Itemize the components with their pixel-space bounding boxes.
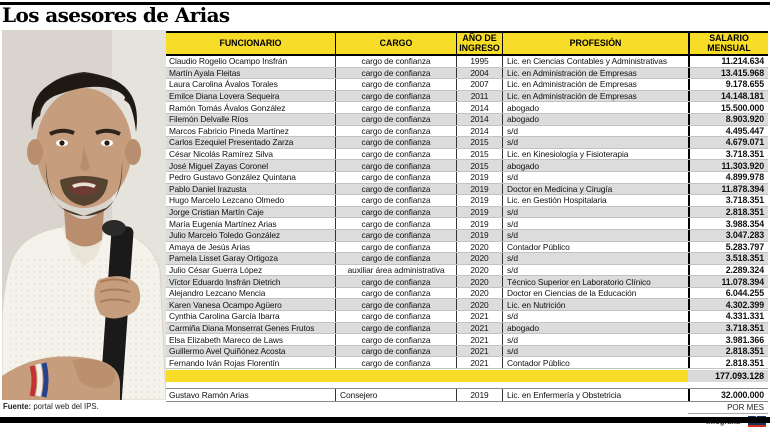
cell-cargo: cargo de confianza [335,242,456,253]
source-label: Fuente: [3,402,32,411]
salary-table [166,31,768,427]
cell-cargo: Consejero [335,389,456,401]
cell-funcionario: Carlos Ezequiel Presentado Zarza [169,137,294,148]
cell-salario: 2.818.351 [688,207,768,218]
table-row [166,218,768,230]
header-ano-de-ingreso: AÑO DE INGRESO [456,33,502,54]
cell-profesion: Lic. en Enfermería y Obstetricia [502,389,688,401]
table-row [166,357,768,369]
cell-funcionario: Julio Marcelo Toledo González [169,230,280,241]
table-row [166,114,768,126]
cell-ano: 2020 [456,288,502,299]
cell-profesion: abogado [502,323,688,334]
page-title: Los asesores de Arias [2,3,230,27]
header-profesion: PROFESIÓN [502,33,688,54]
cell-profesion: abogado [502,102,688,113]
cell-ano: 2020 [456,242,502,253]
cell-funcionario: Pedro Gustavo González Quintana [169,172,296,183]
table-row [166,126,768,138]
table-row [166,346,768,358]
table-row [166,323,768,335]
cell-salario: 4.899.978 [688,172,768,183]
header-salario-mensual: SALARIO MENSUAL [688,33,768,54]
cell-cargo: cargo de confianza [335,346,456,357]
table-row [166,242,768,254]
table-row [166,68,768,80]
cell-salario: 4.331.331 [688,311,768,322]
cell-profesion: Lic. en Administración de Empresas [502,68,688,79]
cell-salario: 6.044.255 [688,288,768,299]
cell-ano: 2015 [456,160,502,171]
cell-ano: 2019 [456,389,502,401]
cell-ano: 2019 [456,172,502,183]
cell-salario: 2.818.351 [688,357,768,368]
table-row [166,253,768,265]
table-row [166,172,768,184]
eye [59,140,64,145]
cell-profesion: Lic. en Administración de Empresas [502,79,688,90]
cell-ano: 2021 [456,311,502,322]
table-row [166,137,768,149]
cell-profesion: Técnico Superior en Laboratorio Clínico [502,276,688,287]
cell-ano: 2019 [456,195,502,206]
cell-profesion: Lic. en Nutrición [502,299,688,310]
cell-funcionario: Julio César Guerra López [169,264,263,275]
cell-ano: 2011 [456,91,502,102]
cell-funcionario: Emilce Diana Lovera Sequeira [169,91,280,102]
cell-cargo: cargo de confianza [335,299,456,310]
cell-salario: 11.878.394 [688,184,768,195]
cell-funcionario: Fernando Iván Rojas Florentín [169,357,280,368]
cell-funcionario: Hugo Marcelo Lezcano Olmedo [169,195,285,206]
cell-cargo: cargo de confianza [335,323,456,334]
cell-ano: 2020 [456,253,502,264]
cell-cargo: auxiliar área administrativa [335,265,456,276]
cell-ano: 2015 [456,149,502,160]
eye [104,140,109,145]
cell-salario: 3.718.351 [688,323,768,334]
cell-funcionario: Ramón Tomás Ávalos González [169,102,286,113]
table-row [166,56,768,68]
cell-salario: 2.289.324 [688,265,768,276]
table-row [166,334,768,346]
cell-profesion: s/d [502,172,688,183]
cell-salario: 3.718.351 [688,149,768,160]
cell-cargo: cargo de confianza [335,126,456,137]
cell-profesion: s/d [502,253,688,264]
cell-cargo: cargo de confianza [335,311,456,322]
cell-cargo: cargo de confianza [335,230,456,241]
cell-salario: 11.214.634 [688,56,768,67]
cell-salario: 13.415.968 [688,68,768,79]
table-row [166,149,768,161]
bottom-rule [0,417,770,423]
cell-funcionario: Alejandro Lezcano Mencia [169,288,266,299]
cell-ano: 2015 [456,137,502,148]
cell-cargo: cargo de confianza [335,68,456,79]
cell-ano: 2020 [456,265,502,276]
cell-cargo: cargo de confianza [335,91,456,102]
table-row [166,184,768,196]
cell-salario: 11.303.920 [688,160,768,171]
cell-funcionario: Karen Vanesa Ocampo Agüero [169,299,282,310]
cell-funcionario: María Eugenia Martínez Arias [169,218,277,229]
paraguay-wristband [32,363,46,397]
cell-profesion: s/d [502,137,688,148]
cell-ano: 2020 [456,276,502,287]
table-row [166,91,768,103]
cell-salario: 4.679.071 [688,137,768,148]
header-funcionario: FUNCIONARIO [219,37,282,48]
table-row [166,311,768,323]
cell-ano: 2014 [456,102,502,113]
cell-cargo: cargo de confianza [335,207,456,218]
cell-funcionario: Filemón Delvalle Ríos [169,114,249,125]
cell-salario: 14.148.181 [688,91,768,102]
cell-profesion: Contador Público [502,357,688,368]
cell-cargo: cargo de confianza [335,218,456,229]
portrait-illustration [2,30,166,400]
cell-salario: 3.988.354 [688,218,768,229]
table-row [166,207,768,219]
total-salary-value: 177.093.128 [688,370,768,382]
cell-funcionario: César Nicolás Ramírez Silva [169,149,273,160]
cell-salario: 3.518.351 [688,253,768,264]
cell-ano: 2019 [456,207,502,218]
cell-profesion: Contador Público [502,242,688,253]
table-row [166,299,768,311]
cell-profesion: Lic. en Kinesiología y Fisioterapia [502,149,688,160]
hand-on-microphone [94,276,140,318]
cell-profesion: s/d [502,218,688,229]
cell-profesion: s/d [502,230,688,241]
cell-funcionario: Víctor Eduardo Insfrán Dietrich [169,276,281,287]
cell-cargo: cargo de confianza [335,172,456,183]
cell-ano: 2021 [456,334,502,345]
cell-funcionario: Pablo Daniel Irazusta [169,183,247,194]
cell-funcionario: Amaya de Jesús Arias [169,241,250,252]
cell-funcionario: Elsa Elizabeth Mareco de Laws [169,334,283,345]
cell-profesion: s/d [502,207,688,218]
cell-salario: 4.302.399 [688,299,768,310]
cell-ano: 2021 [456,323,502,334]
cell-ano: 2021 [456,357,502,368]
cell-ano: 2004 [456,68,502,79]
cell-salario: 15.500.000 [688,102,768,113]
cell-profesion: s/d [502,346,688,357]
cell-salario: 9.178.655 [688,79,768,90]
cell-ano: 2021 [456,346,502,357]
cell-profesion: s/d [502,311,688,322]
cell-cargo: cargo de confianza [335,276,456,287]
cell-salario: 32.000.000 [688,389,768,401]
table-row [166,276,768,288]
cell-profesion: Doctor en Ciencias de la Educación [502,288,688,299]
table-row [166,195,768,207]
cell-cargo: cargo de confianza [335,160,456,171]
cell-funcionario: Martín Ayala Fleitas [169,67,241,78]
cell-salario: 3.981.366 [688,334,768,345]
cell-profesion: Lic. en Administración de Empresas [502,91,688,102]
cell-salario: 3.718.351 [688,195,768,206]
cell-cargo: cargo de confianza [335,114,456,125]
cell-cargo: cargo de confianza [335,102,456,113]
table-row [166,230,768,242]
cell-funcionario: Gustavo Ramón Arias [169,390,249,401]
table-row [166,288,768,300]
cell-profesion: Doctor en Medicina y Cirugía [502,184,688,195]
cell-salario: 2.818.351 [688,346,768,357]
cell-funcionario: Marcos Fabricio Pineda Martínez [169,125,289,136]
table-row [166,265,768,277]
cell-profesion: s/d [502,265,688,276]
cell-salario: 4.495.447 [688,126,768,137]
cell-funcionario: Cynthia Carolina García Ibarra [169,311,280,322]
cell-cargo: cargo de confianza [335,184,456,195]
consejero-row [166,388,768,402]
cell-ano: 2020 [456,299,502,310]
cell-funcionario: José Miguel Zayas Coronel [169,160,268,171]
cell-profesion: abogado [502,114,688,125]
cell-ano: 2007 [456,79,502,90]
cell-cargo: cargo de confianza [335,137,456,148]
cell-cargo: cargo de confianza [335,195,456,206]
cell-cargo: cargo de confianza [335,56,456,67]
cell-funcionario: Claudio Rogelio Ocampo Insfrán [169,56,288,67]
cell-profesion: abogado [502,160,688,171]
cell-ano: 2019 [456,184,502,195]
cell-funcionario: Guillermo Avel Quiñónez Acosta [169,346,286,357]
table-body [166,56,768,369]
source-note [3,402,99,411]
cell-salario: 3.047.283 [688,230,768,241]
table-row [166,160,768,172]
total-row [166,370,768,382]
cell-cargo: cargo de confianza [335,253,456,264]
cell-salario: 5.283.797 [688,242,768,253]
source-text: portal web del IPS. [31,402,99,411]
cell-cargo: cargo de confianza [335,357,456,368]
cell-cargo: cargo de confianza [335,288,456,299]
cell-profesion: s/d [502,126,688,137]
total-highlight-bar [166,370,688,382]
table-row [166,79,768,91]
cell-salario: 11.078.394 [688,276,768,287]
cell-ano: 2014 [456,114,502,125]
cell-profesion: Lic. en Ciencias Contables y Administrativas [502,56,688,67]
table-header-row [166,31,768,56]
cell-funcionario: Jorge Cristian Martín Caje [169,207,264,218]
table-row [166,102,768,114]
cell-salario: 8.903.920 [688,114,768,125]
cell-ano: 1995 [456,56,502,67]
per-month-wrap [166,402,768,414]
cell-funcionario: Carmiña Diana Monserrat Genes Frutos [169,322,315,333]
cell-funcionario: Laura Carolina Ávalos Torales [169,79,278,90]
per-month-label: POR MES [688,402,768,414]
cell-profesion: s/d [502,334,688,345]
cell-ano: 2014 [456,126,502,137]
cell-funcionario: Pamela Lisset Garay Ortigoza [169,253,278,264]
cell-cargo: cargo de confianza [335,149,456,160]
portrait-photo [2,30,166,400]
cell-cargo: cargo de confianza [335,334,456,345]
cell-ano: 2019 [456,230,502,241]
cell-profesion: Lic. en Gestión Hospitalaria [502,195,688,206]
cell-ano: 2019 [456,218,502,229]
cell-cargo: cargo de confianza [335,79,456,90]
header-cargo: CARGO [335,33,456,54]
